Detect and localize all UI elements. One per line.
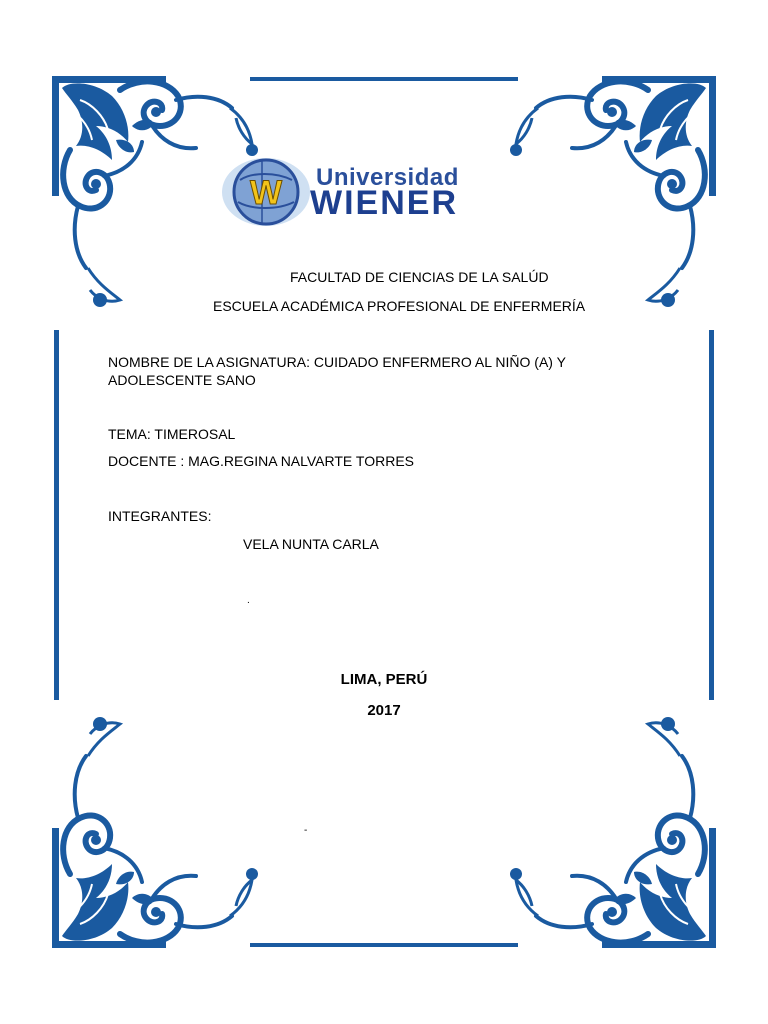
school-title: ESCUELA ACADÉMICA PROFESIONAL DE ENFERMERÍA (213, 298, 586, 314)
topic-line: TEMA: TIMEROSAL (108, 426, 236, 442)
member-name: VELA NUNTA CARLA (243, 536, 379, 552)
svg-text:W: W (249, 174, 283, 212)
logo-universidad-text: Universidad (316, 164, 459, 191)
university-logo (218, 146, 548, 236)
teacher-line: DOCENTE : MAG.REGINA NALVARTE TORRES (108, 453, 414, 469)
course-name-line1: NOMBRE DE LA ASIGNATURA: CUIDADO ENFERMERO AL NIÑO (A) Y (108, 354, 566, 370)
city-line: LIMA, PERÚ (340, 671, 428, 688)
faculty-title: FACULTAD DE CIENCIAS DE LA SALÚD (290, 269, 549, 285)
year-line: 2017 (367, 702, 401, 719)
globe-emblem-icon (218, 146, 318, 236)
course-name-line2: ADOLESCENTE SANO (108, 372, 256, 388)
logo-wiener-text: WIENER (310, 184, 458, 222)
stray-dot: - (304, 825, 308, 836)
stray-dot: . (247, 595, 250, 606)
members-label: INTEGRANTES: (108, 508, 212, 524)
